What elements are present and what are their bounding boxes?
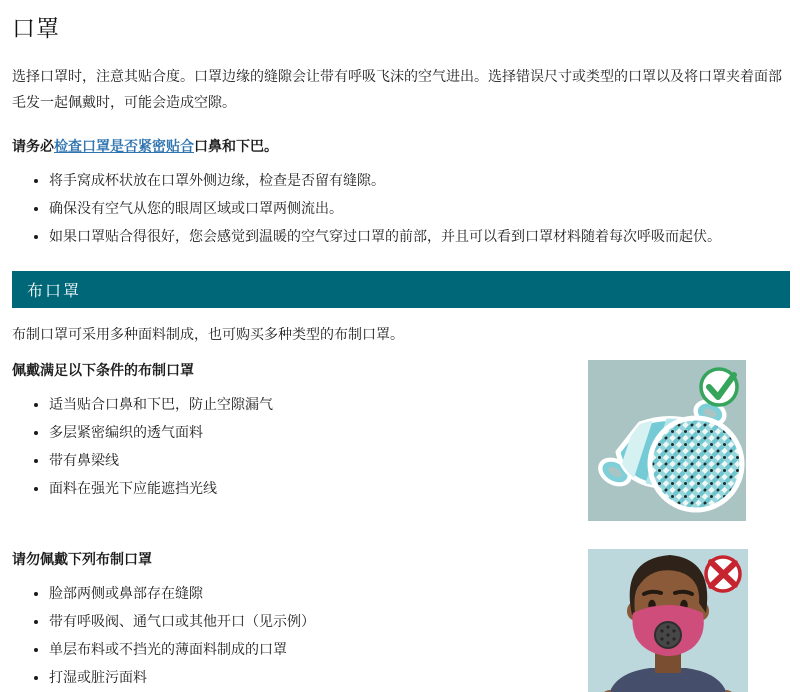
list-item: • 面料在强光下应能遮挡光线 [49, 478, 572, 498]
list-item: • 带有鼻梁线 [49, 450, 572, 470]
check-fit-prefix: 请务必 [12, 138, 54, 154]
do-wear-text [12, 358, 572, 506]
fabric-magnifier [650, 418, 742, 510]
list-item: • 如果口罩贴合得很好，您会感觉到温暖的空气穿过口罩的前部，并且可以看到口罩材料随着每次呼吸而起伏。 [49, 226, 772, 246]
cloth-mask-banner-title: 布口罩 [27, 283, 82, 300]
list-item: • 打湿或脏污面料 [49, 667, 572, 687]
check-fit-suffix: 口鼻和下巴。 [194, 138, 278, 154]
x-icon [706, 557, 740, 591]
do-wear-heading: 佩戴满足以下条件的布制口罩 [12, 362, 194, 378]
valve-mask-illustration [588, 549, 748, 692]
check-fit-link[interactable]: 检查口罩是否紧密贴合 [54, 138, 194, 154]
cloth-mask-banner [12, 271, 790, 308]
check-icon [701, 369, 737, 405]
fit-check-list [12, 170, 772, 246]
good-mask-illustration [588, 360, 746, 521]
do-wear-section [12, 358, 790, 521]
good-mask-figure [588, 360, 746, 521]
list-item: • 脸部两侧或鼻部存在缝隙 [49, 583, 572, 603]
list-item: • 单层布料或不挡光的薄面料制成的口罩 [49, 639, 572, 659]
dont-wear-text [12, 547, 572, 692]
dont-wear-section [12, 547, 790, 692]
list-item: • 适当贴合口鼻和下巴，防止空隙漏气 [49, 394, 572, 414]
check-fit-line [12, 136, 790, 156]
dont-wear-heading: 请勿佩戴下列布制口罩 [12, 551, 152, 567]
list-item: • 多层紧密编织的透气面料 [49, 422, 572, 442]
dont-wear-list [12, 583, 572, 687]
list-item: • 确保没有空气从您的眼周区域或口罩两侧流出。 [49, 198, 772, 218]
list-item: • 将手窝成杯状放在口罩外侧边缘，检查是否留有缝隙。 [49, 170, 772, 190]
valve-mask-figure [588, 549, 746, 692]
list-item: • 带有呼吸阀、通气口或其他开口（见示例） [49, 611, 572, 631]
cloth-intro-paragraph: 布制口罩可采用多种面料制成，也可购买多种类型的布制口罩。 [12, 326, 404, 342]
do-wear-list [12, 394, 572, 498]
page-title: 口罩 [12, 15, 60, 41]
intro-paragraph: 选择口罩时，注意其贴合度。口罩边缘的缝隙会让带有呼吸飞沫的空气进出。选择错误尺寸或类型的口罩以及将口罩夹着面部毛发一起佩戴时，可能会造成空隙。 [12, 68, 782, 110]
